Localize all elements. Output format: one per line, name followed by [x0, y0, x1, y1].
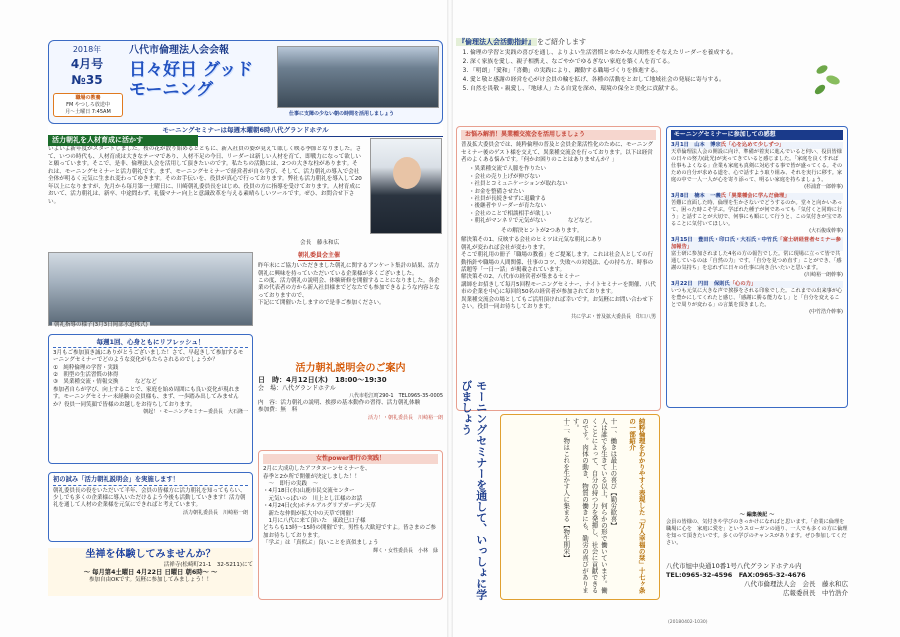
activity-guideline [456, 38, 846, 133]
voice-entry [671, 142, 843, 191]
trouble-item: ・お金を整備させたい [469, 188, 525, 195]
activity-title: 『倫理法人会活動指針』 [458, 38, 535, 46]
morning-meeting-caption: 朝礼指導の様子(3月3日岡部水道株式) [54, 322, 148, 328]
seminar-schedule-band: モーニングセミナーは毎週木曜朝6時八代グランドホテル [48, 125, 443, 137]
editor-note [666, 512, 848, 560]
activity-item: 2. 深く家族を愛し、親子相携え、なごやかでゆるぎない家庭を築く人を育てる。 [470, 58, 846, 67]
trouble-item: ・社員とコミュニケーションが取れない [469, 181, 568, 188]
zazen-date: 〜 毎月第4土曜日 4月22日 日曜日 朝6時〜 〜 [83, 568, 218, 576]
voice-entry [671, 281, 843, 316]
troubles-box [456, 126, 661, 411]
invite-content-value: 活力朝礼の説明、挨拶の基本動作の習得、活力朝礼体験 [280, 399, 421, 406]
voice-header [671, 237, 843, 251]
footer-contact [666, 562, 848, 598]
newsletter-title: 日々好日 グッドモーニング [129, 60, 254, 100]
invite-place-value: 八代グランドホテル [282, 384, 336, 392]
troubles-hint: その解決ヒントが2つあります。 [501, 227, 583, 234]
page-gutter [447, 0, 453, 637]
invite-fee-label: 参加費： [258, 407, 281, 414]
women-sign: 輝く・女性委員長 小林 緑 [372, 547, 438, 554]
editor-note-title: 〜 編集後記 〜 [739, 512, 775, 518]
voice-body: 富士研に参加されました4名の方の報告でした。常に現場に立って皆で共通しているのは「自然の力」です。「自分を見つめ直す」ことができ、「感謝の気持ち」を忘れずに日々の仕事に向き合いたいと思います。 [671, 251, 842, 272]
invite-box [258, 362, 443, 444]
voice-theme: 氏「異業種会に学んだ倫理」 [720, 193, 790, 200]
rinri-title: 純粋倫理をわかりやすく表現した「万人幸福の栞」十七ヶ条の一部紹介 [628, 418, 646, 594]
voice-body: 苦難に直面した時、倫理を生かさないでどうするのか。堂々と向かいあって、困った時こそ学ぶ。学ばれた種子が何であっても「気付くと同時に行う」と話すことが大切で、何事にも順にして行うと、この気付きが宝であることに気付いてほしい。 [671, 200, 843, 228]
issue-block [55, 45, 119, 88]
voice-body: 天草倫理法人会の開設に向け、準備が着実に進んでいると伺い、役員皆様の日々の努力(此光)が実ってきていると感じました。「家庭を良くすれば仕事もよくなる」企業も家庭も真剣に対応する事で皆が盛ってくる。そのための自分が求める道を、心で話すよう取り組み、それを実行に移す。家庭の中で一人一人が心を寄り添って、明るい家庭を持ちましょう。 [671, 149, 843, 184]
zazen-place: 活禅寺(松崎町21-1 32-5211)にて [163, 561, 253, 568]
zazen-box [48, 548, 253, 596]
chairman-photo [370, 138, 442, 234]
voice-date: 3月15日 豊田氏・印口氏・大石氏・中竹氏 [671, 237, 778, 244]
chairman-sign: 会長 藤永和広 [300, 240, 340, 246]
voice-body: いつも元気に大きな声で挨拶をされる印象でした。これまでの出来事が心を豊かにしてくれたと感じ、「感謝に勝る能力なし」と「自分を変えることで周りが変わる」の言葉を頂きました。 [671, 288, 843, 309]
voice-theme: 「心の力」 [729, 281, 757, 288]
first-session-box [48, 472, 253, 542]
vertical-slogan: モーニングセミナーを通して、いっしょに学びましょう [459, 380, 488, 600]
section-talent-title: 活力朝礼を人材育成に活かす [48, 135, 198, 146]
voice-date: 3月8日 楠本 一義 [671, 193, 721, 200]
invite-date-label: 日 時： [258, 375, 286, 384]
footer-tel: TEL:0965-32-4596 FAX:0965-32-4676 [666, 571, 806, 580]
voice-entry [671, 193, 843, 235]
activity-list [470, 49, 846, 94]
invite-date-row [258, 376, 443, 385]
committee-box [258, 252, 443, 362]
refresh-body: 3月もご参加頂き誠にありがとうございました！さて、早起きして参加するモーニングセミナーでどのような変化がもたらされるのでしょうか？ ① 純粋倫理の学習・実践 ② 朝型の生活習慣の体得 ③ 異業種交流・情報交換 などなど 参加者自らが学び、向上することで、家庭を始め周囲にも良い変化が現れます。モーニングセミナー未経験の会員様も、まず、一歩踏み出してみませんか？役員一同笑顔で皆様のお越しをお待ちしております。 [53, 349, 244, 408]
masthead [48, 40, 443, 124]
rinri-text-box [500, 414, 660, 600]
zazen-title: 坐禅を体験してみませんか？ [85, 549, 216, 560]
invite-place-row [258, 385, 443, 393]
refresh-sign: 朝起！・モーニングセミナー委員長 大石隆一 [143, 409, 248, 416]
refresh-title: 毎週1回、心身ともにリフレッシュ！ [53, 338, 248, 348]
trouble-item: ・社員が長続きせずに退職する [469, 196, 547, 203]
voices-title: モーニングセミナーに参加しての感想 [671, 130, 843, 140]
first-session-sign: 活力朝礼委員長 川崎裕一朗 [182, 509, 248, 516]
first-session-title: 初の試み「活力朝礼説明会」を実施します！ [53, 476, 248, 486]
trouble-item: ・後継者やリーダーが育たない [469, 203, 547, 210]
footer-address: 八代市旭中央通10番1号八代グランドホテル内 [666, 562, 802, 570]
radio-line-3: 月～土曜日 7:45AM [65, 108, 111, 115]
voices-list [671, 142, 843, 316]
issue-month: 4月号 [70, 56, 104, 71]
troubles-sign: 共に学ぶ・普及拡大委員長 印口八男 [570, 313, 656, 320]
voice-sign: (杉浦倉一郎幹事) [804, 184, 843, 191]
activity-title-suffix: をご紹介します [537, 38, 586, 46]
invite-fee-row [258, 407, 443, 415]
invite-date-value: 4月12日(木) 18:00〜19:30 [286, 375, 387, 384]
voice-sign: (川崎裕一朗幹事) [804, 272, 843, 279]
issue-year: 2018年 [72, 45, 102, 54]
radio-line-2: FM やつしろ放送中 [66, 101, 110, 108]
section-talent-body: いよいよ新年度がスタートしました。桜の花が散り始めるとともに、新入社員の姿が見えて眩しく映る季節となりました。さて、いつの時代も、人材育成は大きなテーマであり、人材不足の今日、リーダーは新しい人材を育て、即戦力になって欲しいと願っています。そこで、是非、倫理法人会を活用して頂きたいのです。私たちの活動には、2つの大きな柱があります。それは、モーニングセミナーと活力朝礼です。まず、モーニングセミナーで経営者が自ら学び、そして、活力朝礼の導入で会社全体が明るく元気に生まれ変わってゆきます。そのお手伝いを、役員が真心で行っております。弊社も活力朝礼を導入して20年以上になりますが、先月から毎月第一土曜日に、川崎朝礼委員長をはじめ、役員の方に指導を受けております。人材育成において、活力朝礼は、新卒、中途問わず、礼儀マナー向上と意識改革を与える素晴らしいツールです。ぜひ、お問合せ下さい。 [48, 146, 362, 205]
voices-box [666, 126, 848, 408]
troubles-list [469, 166, 656, 225]
refresh-box [48, 334, 253, 464]
photo-caption: 仕事に支障の少ない朝の時間を活用しましょう [289, 111, 395, 117]
women-body: 2月に大成功したアフタヌーンセミナーを、 春季と2か所で開催が決定しました！！ 〜 即行の実践 〜 ・4月18日(水)山鹿市民交流センター 元気いっぱいの 川上とし江様のお話 ・4月24日(火)ホテルアルグリアガーデン天草 新たな仲間が拡大中の天草で開催！ 1月に八代に来て頂いた 東政巳口子様 どちらも13時〜15時の開催です。男性も大歓迎ですよ。皆さまのご参加お待ちしております。 「学ぶ」は「真似ぶ」良いことを真似ましょう [263, 466, 437, 547]
voice-date: 3月1日 山本 博宗 [671, 142, 721, 149]
footer-code: (20180402-1030) [668, 620, 708, 625]
activity-item: 4. 愛と敬と感謝の経営を心がけ会員の輪を拡げ、各種の活動をとおして地域社会の発展に寄与する。 [470, 76, 846, 85]
activity-item: 3. 「明朗」「愛和」「喜働」の実践により、躍動する職場づくりを推進する。 [470, 67, 846, 76]
seminar-photo [277, 46, 439, 108]
org-title: 八代市倫理法人会会報 [129, 45, 229, 56]
troubles-body: 解決策その1、反映する会社のヒミツは元気な朝礼にあり 朝礼が変われば会社が変わります。 そこで朝礼用の冊子「職場の教養」をご提案します。これは社会人としての行動指針や職場の人間関係、仕事のコツ、失敗への対処法、心の持ち方、時事の話題等「一日一話」が掲載されています。 解決策その2、八代市の経営者が集まるセミナー 講師をお招きして毎月5回程モーニングセミナー、ナイトセミナーを開催、八代市の企業を中心に毎回約50名の経営者が参加されております。 異業種交流会の場としてもご活用頂ければ幸いです。お気軽にお問い合わせ下さい。役員一同お待ちしております。 [461, 237, 656, 311]
decorative-vine [808, 60, 846, 110]
committee-title: 朝礼委員会主催 [298, 252, 340, 261]
women-title: 女性power即行の実践！ [263, 454, 438, 464]
radio-line-1: 職場の教養 [75, 95, 101, 101]
footer-editor: 広報委員長 中竹浩介 [783, 589, 848, 598]
activity-item: 5. 自然を畏敬・親愛し、「地球人」たる自覚を深め、環境の保全と美化に貢献する。 [470, 85, 846, 94]
activity-item: 1. 倫理の学習と実践の喜びを通し、よりよい生活習慣とゆたかな人間性をそなえたリーダーを養成する。 [470, 49, 846, 58]
women-box [258, 450, 443, 600]
first-session-body: 朝礼委員長の役をいただいて半年、会員の皆様方に活力朝礼を知ってもらい、少しでも多くの企業様に導入いただけるよう今後も活動していきます！活力朝礼を通して人材の企業様を元気にできればと考えています。 [53, 487, 246, 509]
trouble-item: ・会社のことで相談相手が欲しい [469, 210, 552, 217]
voice-entry [671, 237, 843, 279]
radio-info [53, 93, 123, 117]
invite-sign: 活力！・朝礼委員長 川崎裕一朗 [367, 414, 443, 421]
troubles-intro: 普及拡大委員会では、純粋倫理の普及と会員企業活性化のために、モーニングセミナー後のゲスト様を交えて、異業種交流会を行っております。以下は経営者のよくある悩みです。「何かお困りのことはありませんか？」 [461, 142, 654, 163]
voice-theme: 氏「心を込めて少しずつ」 [720, 142, 785, 149]
invite-fee-value: 無 料 [280, 407, 298, 414]
invite-place-label: 会 場： [258, 384, 283, 392]
activity-title-row [456, 38, 846, 47]
editor-note-body: 会員の皆様の、気付きや学びのきっかけになればと思います。「企業に倫理を 職場に心を 家庭に愛を」というスローガンの通り、一人でも多くの方に倫理を知って頂きたいです。多くの学びのチャンスがあります。ぜひ参加してください。 [666, 519, 850, 547]
morning-meeting-photo [48, 252, 253, 326]
voice-theme: 「富士研経営者セミナー参加報告」 [671, 237, 841, 251]
trouble-item: ・朝礼がマンネリで元気がない などなど。 [469, 218, 596, 225]
troubles-title: お悩み解消！異業種交流会を活用しましょう [461, 130, 656, 140]
footer-org: 八代市倫理法人会 会長 藤永和広 [744, 580, 848, 589]
committee-body: 昨年末にご協力いただきました朝礼に関するアンケート集計の結果、活力朝礼に興味を持っていただいている企業様が多くございました。 この度、活力朝礼の説明会、体験研修を開催することになりました。各企業の代表者の方から新入社員様までどなたでも参加できるような内容となっておりますので、 下記にて開催いたしますので是非ご参加ください。 [258, 263, 440, 307]
rinri-body: 十一、働きは最上の喜び【勤労歓喜】 人は誰でも生きている以上、何らかの形で働いています。働くことによって、自分の持つ力を発揮し、社会に貢献できるのです。肉体の動き、物質の働きにも、勤労の喜びがあります。 十二、物はこれを生かす人に集まる【物生則栄】 [562, 418, 618, 594]
invite-title: 活力朝礼説明会のご案内 [295, 363, 406, 374]
invite-place-addr: 八代市松江町290-1 TEL0965-35-0005 [349, 393, 443, 400]
trouble-item: ・異業種交流で人脈を作りたい [469, 166, 547, 173]
trouble-item: ・会社の売り上げが伸びない [469, 173, 541, 180]
zazen-note: 参加自由OKです。気軽に参加してみましょう！！ [89, 577, 212, 584]
voice-sign: (中竹浩介幹事) [809, 309, 843, 316]
issue-number: №35 [71, 72, 103, 87]
voice-date: 3月22日 円田 保則氏 [671, 281, 730, 288]
voice-sign: (大石俊成幹事) [809, 228, 843, 235]
invite-content-label: 内 容： [258, 399, 281, 406]
